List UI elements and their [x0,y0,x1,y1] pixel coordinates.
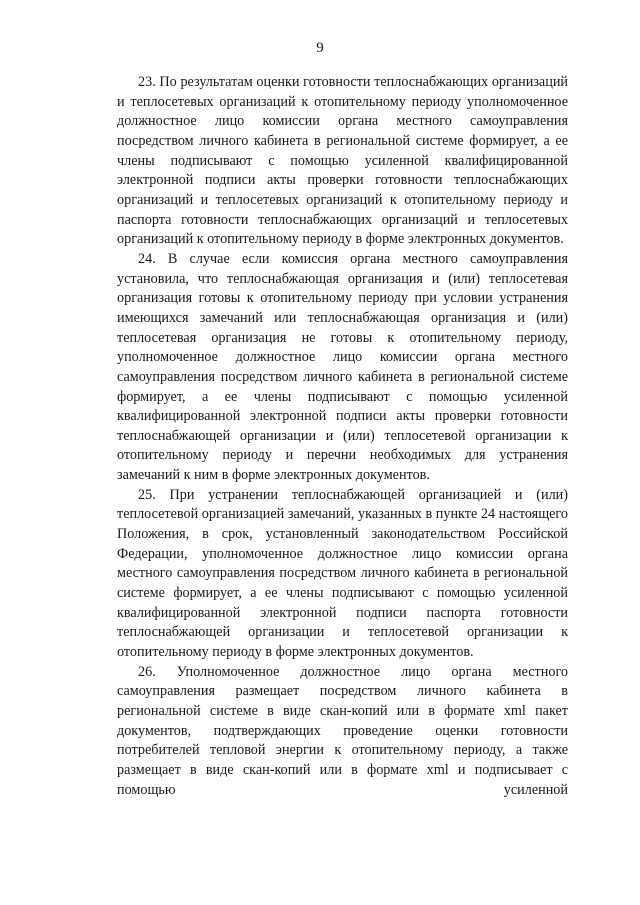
paragraph-25 [117,486,568,663]
paragraph-text: Уполномоченное должностное лицо органа местного самоуправления размещает посредством личного кабинета в региональной системе в виде скан-копий или в формате xml пакет документов, подтверждающих проведение оценки готовности потребителей тепловой энергии к отопительному периоду, а также размещает в виде скан-копий или в формате xml и подписывает с помощью усиленной [117,663,568,798]
paragraph-number: 26. [138,663,156,680]
paragraph-text: При устранении теплоснабжающей организацией и (или) теплосетевой организацией замечаний, указанных в пункте 24 настоящего Положения, в срок, установленный законодательством Российской Федерации, уполномоченное должностное лицо комиссии органа местного самоуправления посредством личного кабинета в региональной системе формирует, а ее члены подписывают с помощью усиленной квалифицированной электронной подписи паспорта готовности теплоснабжающей организации и теплосетевой организации к отопительному периоду в форме электронных документов. [117,486,568,661]
paragraph-number: 25. [138,486,156,503]
page-number: 9 [316,40,324,56]
paragraph-text: По результатам оценки готовности теплоснабжающих организаций и теплосетевых организаций к отопительному периоду уполномоченное должностное лицо комиссии органа местного самоуправления посредством личного кабинета в региональной системе формирует, а ее члены подписывают с помощью усиленной квалифицированной электронной подписи акты проверки готовности теплоснабжающих организаций и теплосетевых организаций к отопительному периоду и паспорта готовности теплоснабжающих организаций и теплосетевых организаций к отопительному периоду в форме электронных документов. [117,74,569,248]
paragraph-24 [117,250,568,486]
paragraph-26 [117,663,568,801]
paragraph-23 [117,73,568,250]
paragraph-number: 23. [138,74,156,90]
paragraph-text: В случае если комиссия органа местного самоуправления установила, что теплоснабжающая организация и (или) теплосетевая организация готовы к отопительному периоду при условии устранения имеющихся замечаний или теплоснабжающая организация и (или) теплосетевая организация не готовы к отопительному периоду, уполномоченное должностное лицо комиссии органа местного самоуправления посредством личного кабинета в региональной системе формирует, а ее члены подписывают с помощью усиленной квалифицированной электронной подписи акты проверки готовности теплоснабжающей организации и (или) теплосетевой организации к отопительному периоду и перечни необходимых для устранения замечаний к ним в форме электронных документов. [117,250,568,484]
paragraph-number: 24. [138,250,156,267]
document-body [117,73,568,800]
